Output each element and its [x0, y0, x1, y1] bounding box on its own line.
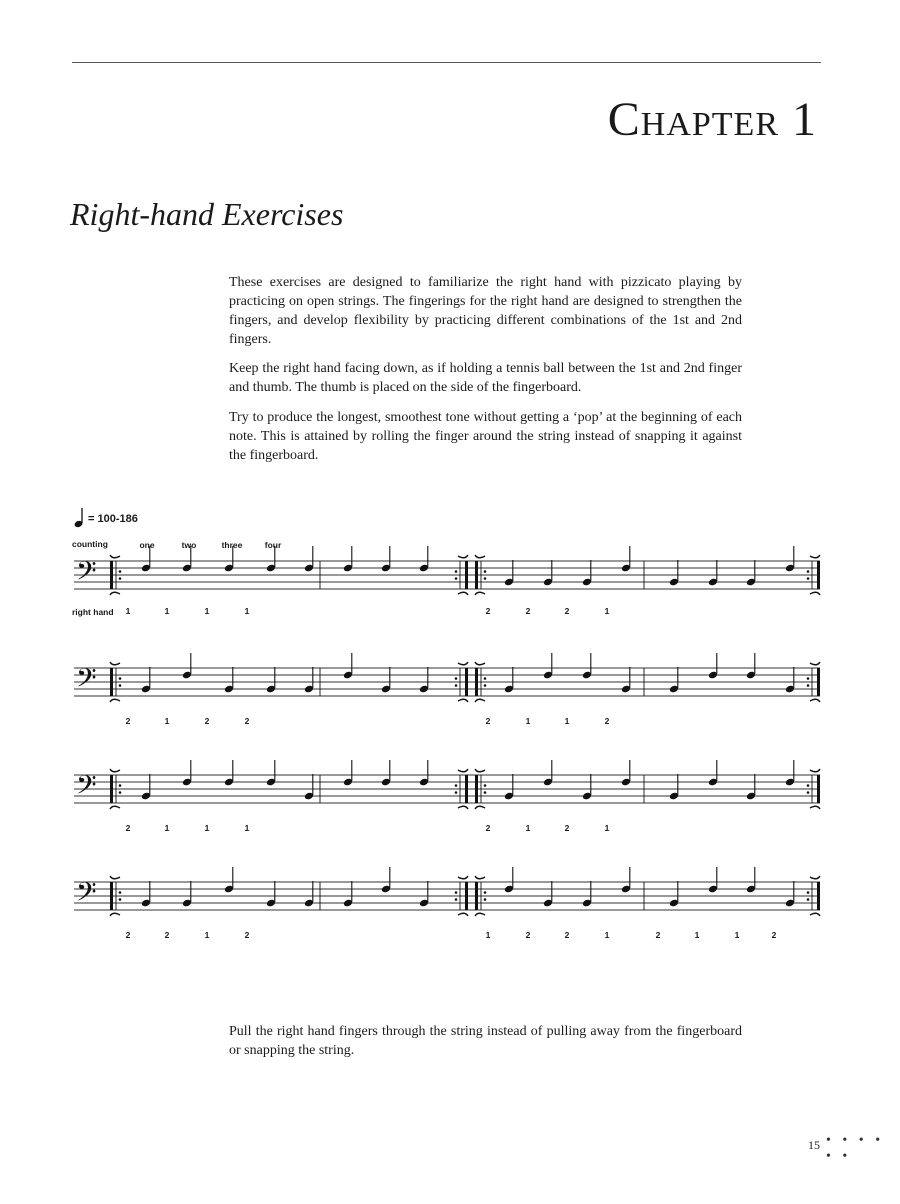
- fingering-number: 2: [244, 716, 250, 726]
- repeat-dot: [455, 684, 458, 687]
- repeat-bracket-bottom: [475, 913, 485, 916]
- page-number: 15: [808, 1138, 820, 1152]
- count-three: three: [221, 540, 243, 550]
- repeat-bracket-bottom: [110, 806, 120, 809]
- tempo-value: = 100-186: [88, 513, 138, 525]
- repeat-bracket-top: [810, 876, 820, 879]
- repeat-bracket-top: [110, 876, 120, 879]
- repeat-bracket-bottom: [475, 592, 485, 595]
- fingering-number: 2: [244, 930, 250, 940]
- repeat-bracket-top: [458, 876, 468, 879]
- repeat-dot: [807, 684, 810, 687]
- repeat-dot: [807, 784, 810, 787]
- fingering-number: 2: [125, 930, 131, 940]
- repeat-bracket-bottom: [458, 913, 468, 916]
- fingering-number: 2: [485, 716, 491, 726]
- repeat-bracket-bottom: [475, 699, 485, 702]
- repeat-bracket-bottom: [110, 913, 120, 916]
- repeat-dot: [455, 891, 458, 894]
- repeat-end-bar: [817, 561, 820, 589]
- repeat-dot: [484, 791, 487, 794]
- repeat-start-bar: [110, 561, 113, 589]
- repeat-bracket-top: [458, 769, 468, 772]
- repeat-dot: [484, 784, 487, 787]
- fingering-number: 1: [564, 716, 570, 726]
- repeat-end-bar: [465, 561, 468, 589]
- repeat-dot: [807, 891, 810, 894]
- repeat-bracket-bottom: [810, 699, 820, 702]
- repeat-start-bar: [475, 882, 478, 910]
- repeat-end-bar: [817, 668, 820, 696]
- repeat-dot: [807, 677, 810, 680]
- count-one: one: [139, 540, 155, 550]
- repeat-bracket-bottom: [458, 699, 468, 702]
- repeat-dot: [119, 577, 122, 580]
- fingering-number: 2: [125, 716, 131, 726]
- page-dots: • • • • • •: [826, 1133, 885, 1164]
- repeat-start-bar: [475, 668, 478, 696]
- fingering-number: 1: [164, 716, 170, 726]
- repeat-bracket-top: [110, 662, 120, 665]
- count-four: four: [264, 540, 282, 550]
- fingering-number: 2: [564, 606, 570, 616]
- repeat-bracket-bottom: [458, 592, 468, 595]
- fingering-number: 1: [204, 606, 210, 616]
- fingering-number: 2: [604, 716, 610, 726]
- repeat-dot: [807, 791, 810, 794]
- repeat-dot: [455, 577, 458, 580]
- repeat-dot: [484, 577, 487, 580]
- repeat-dot: [119, 570, 122, 573]
- fingering-number: 1: [244, 606, 250, 616]
- bass-clef-icon: 𝄢: [76, 769, 97, 807]
- repeat-end-bar: [465, 882, 468, 910]
- repeat-dot: [807, 570, 810, 573]
- fingering-number: 1: [694, 930, 700, 940]
- fingering-number: 2: [655, 930, 661, 940]
- repeat-dot: [119, 684, 122, 687]
- repeat-bracket-bottom: [810, 913, 820, 916]
- repeat-end-bar: [817, 882, 820, 910]
- repeat-bracket-bottom: [110, 699, 120, 702]
- fingering-number: 1: [604, 606, 610, 616]
- fingering-number: 1: [204, 823, 210, 833]
- fingering-number: 1: [204, 930, 210, 940]
- repeat-bracket-bottom: [458, 806, 468, 809]
- fingering-number: 1: [164, 606, 170, 616]
- repeat-bracket-top: [475, 876, 485, 879]
- repeat-bracket-top: [458, 555, 468, 558]
- fingering-number: 2: [204, 716, 210, 726]
- repeat-bracket-top: [475, 769, 485, 772]
- fingering-number: 1: [485, 930, 491, 940]
- repeat-bracket-top: [810, 662, 820, 665]
- fingering-number: 2: [525, 930, 531, 940]
- repeat-bracket-bottom: [475, 806, 485, 809]
- repeat-start-bar: [475, 561, 478, 589]
- repeat-end-bar: [465, 775, 468, 803]
- repeat-dot: [484, 898, 487, 901]
- fingering-number: 1: [164, 823, 170, 833]
- bass-clef-icon: 𝄢: [76, 876, 97, 914]
- bass-clef-icon: 𝄢: [76, 662, 97, 700]
- repeat-dot: [455, 677, 458, 680]
- repeat-end-bar: [465, 668, 468, 696]
- repeat-bracket-top: [475, 555, 485, 558]
- closing-paragraph: Pull the right hand fingers through the string instead of pulling away from the fingerboard or snapping the string.: [229, 1024, 742, 1058]
- right-hand-label: right hand: [72, 607, 114, 617]
- repeat-dot: [484, 684, 487, 687]
- repeat-dot: [455, 570, 458, 573]
- fingering-number: 2: [771, 930, 777, 940]
- repeat-start-bar: [475, 775, 478, 803]
- fingering-number: 1: [525, 823, 531, 833]
- repeat-bracket-top: [810, 769, 820, 772]
- chapter-title: Chapter 1: [607, 93, 817, 146]
- fingering-number: 1: [604, 930, 610, 940]
- fingering-number: 1: [604, 823, 610, 833]
- repeat-bracket-bottom: [810, 592, 820, 595]
- repeat-start-bar: [110, 668, 113, 696]
- counting-label: counting: [72, 539, 108, 549]
- repeat-dot: [119, 891, 122, 894]
- count-two: two: [181, 540, 197, 550]
- repeat-dot: [484, 570, 487, 573]
- fingering-number: 2: [485, 823, 491, 833]
- hand-position-paragraph: Keep the right hand facing down, as if holding a tennis ball between the 1st and 2nd finger and thumb. The thumb is placed on the side of the fingerboard.: [229, 361, 742, 395]
- repeat-dot: [119, 677, 122, 680]
- fingering-number: 2: [485, 606, 491, 616]
- fingering-number: 2: [164, 930, 170, 940]
- fingering-number: 2: [525, 606, 531, 616]
- repeat-dot: [484, 677, 487, 680]
- fingering-number: 2: [125, 823, 131, 833]
- fingering-number: 2: [564, 930, 570, 940]
- repeat-dot: [119, 898, 122, 901]
- bass-clef-icon: 𝄢: [76, 555, 97, 593]
- repeat-bracket-top: [110, 555, 120, 558]
- fingering-number: 1: [734, 930, 740, 940]
- tone-paragraph: Try to produce the longest, smoothest tone without getting a ‘pop’ at the beginning of each note. This is attained by rolling the finger around the string instead of snapping it against the fingerboard.: [229, 410, 742, 463]
- repeat-bracket-top: [110, 769, 120, 772]
- repeat-bracket-top: [810, 555, 820, 558]
- fingering-number: 1: [525, 716, 531, 726]
- repeat-dot: [119, 784, 122, 787]
- intro-paragraph: These exercises are designed to familiarize the right hand with pizzicato playing by practicing on open strings. The fingerings for the right hand are designed to strengthen the fingers, and develop flexibility by practicing different combinations of the 1st and 2nd fingers.: [229, 275, 742, 347]
- fingering-number: 2: [564, 823, 570, 833]
- repeat-bracket-top: [475, 662, 485, 665]
- repeat-bracket-top: [458, 662, 468, 665]
- repeat-end-bar: [817, 775, 820, 803]
- fingering-number: 1: [244, 823, 250, 833]
- repeat-dot: [455, 791, 458, 794]
- repeat-dot: [455, 898, 458, 901]
- section-title: Right-hand Exercises: [70, 196, 344, 232]
- fingering-number: 1: [125, 606, 131, 616]
- repeat-dot: [807, 577, 810, 580]
- repeat-bracket-bottom: [810, 806, 820, 809]
- repeat-dot: [455, 784, 458, 787]
- repeat-dot: [119, 791, 122, 794]
- repeat-bracket-bottom: [110, 592, 120, 595]
- repeat-dot: [807, 898, 810, 901]
- repeat-start-bar: [110, 882, 113, 910]
- repeat-start-bar: [110, 775, 113, 803]
- repeat-dot: [484, 891, 487, 894]
